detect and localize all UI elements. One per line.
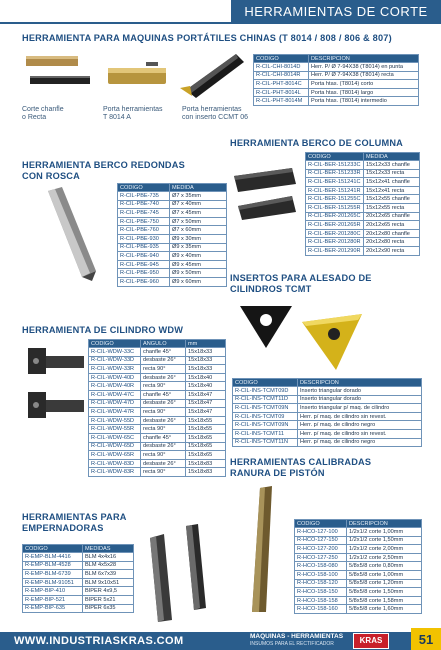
cell-value: 15x18x55 — [186, 425, 226, 434]
table-row — [306, 212, 420, 221]
table-row — [306, 221, 420, 230]
table-header: MEDIDA — [170, 184, 227, 192]
caption-chanfle-2: o Recta — [22, 114, 47, 121]
table-row — [233, 404, 422, 413]
table-header: ANGULO — [141, 340, 186, 348]
table-row — [295, 553, 422, 562]
cell-code: R-CIL-WDW-55R — [89, 425, 141, 434]
cell-value: 15x12x55 recta — [364, 203, 420, 212]
cell-value: 15x18x65 — [186, 433, 226, 442]
table-row — [118, 277, 227, 286]
cell-code: R-CIL-WDW-83D — [89, 459, 141, 468]
cell-code: R-CIL-BER-201280C — [306, 229, 364, 238]
footer-tagline-2: INSUMOS PARA EL RECTIFICADOR — [250, 641, 334, 647]
caption-chanfle-1: Corte chanfle — [22, 106, 64, 113]
cell-value: BLM 6x7x39 — [83, 570, 134, 579]
section-title-columna: HERRAMIENTA BERCO DE COLUMNA — [230, 138, 404, 148]
table-row — [233, 395, 422, 404]
cell-value: 1/2x1/2 corte 2,50mm — [347, 553, 422, 562]
cell-value: Ø9 x 30mm — [170, 234, 227, 243]
cell-code: R-CIL-PBE-940 — [118, 252, 170, 261]
table-row — [118, 209, 227, 218]
table-row — [89, 425, 226, 434]
cell-value: recta 90° — [141, 468, 186, 477]
cell-value: chanfle 45° — [141, 348, 186, 357]
cell-code: R-CIL-WDW-33R — [89, 365, 141, 374]
cell-code: R-CIL-BER-151233C — [306, 161, 364, 170]
cell-code: R-CIL-WDW-47C — [89, 390, 141, 399]
caption-porta-1: Porta herramientas — [103, 106, 163, 113]
table-row — [118, 252, 227, 261]
table-header: DESCRIPCION — [309, 55, 419, 63]
cell-code: R-CIL-PBE-745 — [118, 209, 170, 218]
cell-code: R-CIL-INS-TCMT09 — [233, 412, 298, 421]
cell-value: 15x18x65 — [186, 451, 226, 460]
cell-code: R-CIL-WDW-65C — [89, 433, 141, 442]
page-header-title: HERRAMIENTAS DE CORTE — [244, 3, 428, 19]
cell-value: Inserto triangular dorado — [298, 387, 422, 396]
table-row — [306, 186, 420, 195]
table-row — [233, 412, 422, 421]
table-row — [118, 226, 227, 235]
cell-code: R-HCO-127-250 — [295, 553, 347, 562]
table-row — [295, 588, 422, 597]
table-header: CODIGO — [118, 184, 170, 192]
cell-value: Ø7 x 40mm — [170, 200, 227, 209]
cell-value: 15x18x33 — [186, 348, 226, 357]
cell-code: R-CIL-PHT-8014M — [254, 97, 309, 106]
cell-code: R-CIL-PBE-945 — [118, 260, 170, 269]
table-row — [306, 229, 420, 238]
table-row — [118, 243, 227, 252]
table-row — [306, 246, 420, 255]
table-row — [254, 80, 419, 89]
table-header: CODIGO — [295, 520, 347, 528]
table-row — [23, 553, 134, 562]
cell-value: 15x12x33 recta — [364, 169, 420, 178]
cell-value: Ø9 x 50mm — [170, 269, 227, 278]
cell-code: R-HCO-158-160 — [295, 605, 347, 614]
cell-code: R-HCO-127-200 — [295, 545, 347, 554]
cell-value: BLM 9x10x51 — [83, 578, 134, 587]
cell-code: R-CIL-WDW-83R — [89, 468, 141, 477]
cell-value: 5/8x5/8 corte 1,58mm — [347, 596, 422, 605]
kras-logo — [353, 633, 389, 649]
cell-value: Porta htas. (T8014) largo — [309, 88, 419, 97]
cell-code: R-CIL-PHT-8014L — [254, 88, 309, 97]
cell-code: R-CIL-WDW-33D — [89, 356, 141, 365]
table-redondas — [117, 183, 227, 287]
cell-value: recta 90° — [141, 408, 186, 417]
table-row — [89, 416, 226, 425]
cell-code: R-EMP-BLM-91051 — [23, 578, 83, 587]
table-row — [89, 373, 226, 382]
cell-code: R-HCO-158-120 — [295, 579, 347, 588]
cell-code: R-CIL-PBE-750 — [118, 217, 170, 226]
cell-code: R-CIL-WDW-65D — [89, 442, 141, 451]
cell-value: 20x12x65 recta — [364, 221, 420, 230]
table-row — [89, 390, 226, 399]
table-row — [306, 195, 420, 204]
cell-value: 20x12x80 recta — [364, 238, 420, 247]
tool-image-insertos-tcmt — [232, 296, 382, 378]
cell-value: 15x18x83 — [186, 459, 226, 468]
cell-code: R-CIL-BER-201265C — [306, 212, 364, 221]
cell-value: Herr. p/ maq. de cilindro sin revest. — [298, 412, 422, 421]
table-row — [306, 238, 420, 247]
table-row — [89, 433, 226, 442]
tool-image-empernadoras — [140, 520, 230, 626]
cell-value: 15x12x55 chanfle — [364, 195, 420, 204]
cell-code: R-HCO-158-150 — [295, 588, 347, 597]
cell-value: chanfle 45° — [141, 433, 186, 442]
cell-value: 15x18x40 — [186, 382, 226, 391]
cell-value: 15x18x40 — [186, 373, 226, 382]
table-row — [89, 468, 226, 477]
cell-value: Ø9 x 60mm — [170, 277, 227, 286]
cell-code: R-CIL-PBE-760 — [118, 226, 170, 235]
cell-code: R-CIL-BER-201265R — [306, 221, 364, 230]
table-header: CODIGO — [89, 340, 141, 348]
cell-code: R-EMP-BLM-4528 — [23, 561, 83, 570]
table-row — [89, 442, 226, 451]
cell-code: R-HCO-158-158 — [295, 596, 347, 605]
tool-image-calibradas — [230, 484, 296, 620]
cell-value: chanfle 45° — [141, 390, 186, 399]
cell-value: recta 90° — [141, 382, 186, 391]
cell-code: R-EMP-BLM-6739 — [23, 570, 83, 579]
tool-image-porta-t8014a — [102, 48, 174, 104]
page-header — [231, 0, 441, 22]
cell-value: Herr. p/ maq. de cilindro negro — [298, 421, 422, 430]
kras-logo-text: KRAS — [359, 636, 383, 645]
cell-code: R-CIL-PBE-740 — [118, 200, 170, 209]
cell-value: desbaste 26° — [141, 459, 186, 468]
cell-code: R-CIL-BER-151241R — [306, 186, 364, 195]
cell-code: R-CIL-PHT-8014C — [254, 80, 309, 89]
table-row — [89, 459, 226, 468]
table-row — [306, 178, 420, 187]
section-title-calibradas-2: RANURA DE PISTÓN — [230, 468, 325, 478]
cell-code: R-CIL-INS-TCMT09N — [233, 421, 298, 430]
table-row — [118, 269, 227, 278]
table-row — [89, 356, 226, 365]
cell-value: 1/2x1/2 corte 1,50mm — [347, 536, 422, 545]
section-title-insertos-2: CILINDROS TCMT — [230, 284, 312, 294]
cell-value: Ø9 x 40mm — [170, 252, 227, 261]
table-header: CODIGO — [306, 153, 364, 161]
table-row — [233, 421, 422, 430]
table-row — [23, 570, 134, 579]
cell-value: desbaste 26° — [141, 442, 186, 451]
table-row — [295, 536, 422, 545]
table-row — [23, 587, 134, 596]
table-row — [295, 562, 422, 571]
cell-value: recta 90° — [141, 451, 186, 460]
cell-code: R-CIL-BER-201290R — [306, 246, 364, 255]
cell-code: R-CIL-INS-TCMT11 — [233, 429, 298, 438]
cell-value: BIPER 6x35 — [83, 604, 134, 613]
cell-code: R-CIL-CHI-8014D — [254, 63, 309, 72]
table-row — [295, 545, 422, 554]
cell-code: R-CIL-INS-TCMT09N — [233, 404, 298, 413]
cell-code: R-CIL-INS-TCMT11N — [233, 438, 298, 447]
table-row — [118, 217, 227, 226]
footer-tagline-1: MAQUINAS - HERRAMIENTAS — [250, 633, 344, 640]
cell-value: 1/2x1/2 corte 2,00mm — [347, 545, 422, 554]
cell-value: Herr. P/ Ø 7-94X38 (T8014) en punta — [309, 63, 419, 72]
cell-code: R-EMP-BIP-410 — [23, 587, 83, 596]
cell-code: R-EMP-BIP-635 — [23, 604, 83, 613]
cell-value: Inserto triangular dorado — [298, 395, 422, 404]
cell-value: 15x18x33 — [186, 365, 226, 374]
cell-code: R-HCO-127-150 — [295, 536, 347, 545]
section-title-calibradas-1: HERRAMIENTAS CALIBRADAS — [230, 457, 372, 467]
table-row — [23, 595, 134, 604]
section-title-empernadoras-1: HERRAMIENTAS PARA — [22, 512, 127, 522]
cell-value: Ø7 x 50mm — [170, 217, 227, 226]
table-header: CODIGO — [23, 545, 83, 553]
cell-code: R-CIL-INS-TCMT11D — [233, 395, 298, 404]
cell-value: BLM 4x4x16 — [83, 553, 134, 562]
cell-value: 5/8x5/8 corte 1,50mm — [347, 588, 422, 597]
cell-value: 15x18x83 — [186, 468, 226, 477]
cell-value: 15x12x41 recta — [364, 186, 420, 195]
table-row — [233, 429, 422, 438]
table-row — [118, 192, 227, 201]
table-row — [118, 260, 227, 269]
table-row — [306, 203, 420, 212]
cell-value: 20x12x80 chanfle — [364, 229, 420, 238]
cell-code: R-CIL-BER-151233R — [306, 169, 364, 178]
table-row — [295, 579, 422, 588]
cell-value: 1/2x1/2 corte 1,00mm — [347, 528, 422, 537]
cell-value: desbaste 26° — [141, 399, 186, 408]
cell-code: R-CIL-BER-151255C — [306, 195, 364, 204]
table-header: DESCRIPCION — [347, 520, 422, 528]
cell-code: R-CIL-PBE-930 — [118, 234, 170, 243]
table-row — [306, 161, 420, 170]
table-header: CODIGO — [254, 55, 309, 63]
page-number: 51 — [418, 631, 434, 647]
table-row — [23, 604, 134, 613]
cell-value: Inserto triangular p/ maq. de cilindro — [298, 404, 422, 413]
table-wdw — [88, 339, 226, 477]
table-row — [89, 451, 226, 460]
cell-code: R-CIL-PBE-960 — [118, 277, 170, 286]
cell-value: 5/8x5/8 corte 1,60mm — [347, 605, 422, 614]
table-row — [89, 365, 226, 374]
table-row — [306, 169, 420, 178]
cell-value: Ø7 x 60mm — [170, 226, 227, 235]
table-row — [295, 528, 422, 537]
table-header: DESCRIPCION — [298, 379, 422, 387]
table-row — [89, 382, 226, 391]
cell-value: Ø9 x 35mm — [170, 243, 227, 252]
cell-code: R-CIL-INS-TCMT09D — [233, 387, 298, 396]
cell-code: R-CIL-BER-151255R — [306, 203, 364, 212]
cell-value: 5/8x5/8 corte 1,20mm — [347, 579, 422, 588]
cell-value: Porta htas. (T8014) intermedio — [309, 97, 419, 106]
section-title-portatiles: HERRAMIENTA PARA MAQUINAS PORTÁTILES CHINAS (T 8014 / 808 / 806 & 807) — [22, 33, 392, 43]
footer-url-link[interactable]: WWW.INDUSTRIASKRAS.COM — [14, 635, 184, 647]
table-row — [118, 200, 227, 209]
cell-value: 20x12x65 chanfle — [364, 212, 420, 221]
cell-code: R-CIL-WDW-47R — [89, 408, 141, 417]
cell-value: desbaste 26° — [141, 416, 186, 425]
section-title-redondas-2: CON ROSCA — [22, 171, 80, 181]
cell-value: BIPER 5x21 — [83, 595, 134, 604]
caption-porta-ccmt-2: con inserto CCMT 06 — [182, 114, 249, 121]
section-title-wdw: HERRAMIENTA DE CILINDRO WDW — [22, 325, 184, 335]
cell-code: R-CIL-PBE-735 — [118, 192, 170, 201]
cell-value: 5/8x5/8 corte 0,80mm — [347, 562, 422, 571]
cell-value: 15x18x65 — [186, 442, 226, 451]
cell-code: R-CIL-WDW-65R — [89, 451, 141, 460]
cell-value: 15x12x41 chanfle — [364, 178, 420, 187]
table-empernadoras — [22, 544, 134, 613]
cell-code: R-CIL-WDW-40R — [89, 382, 141, 391]
page-number-badge — [411, 628, 441, 650]
table-row — [23, 561, 134, 570]
cell-value: recta 90° — [141, 425, 186, 434]
header-divider — [0, 22, 441, 24]
table-row — [89, 399, 226, 408]
cell-code: R-CIL-PBE-935 — [118, 243, 170, 252]
table-columna — [305, 152, 420, 256]
tool-image-wdw — [22, 340, 90, 430]
table-row — [23, 578, 134, 587]
cell-code: R-CIL-CHI-8014R — [254, 71, 309, 80]
cell-code: R-HCO-127-100 — [295, 528, 347, 537]
cell-code: R-CIL-WDW-55D — [89, 416, 141, 425]
table-row — [295, 596, 422, 605]
cell-value: 5/8x5/8 corte 1,00mm — [347, 570, 422, 579]
tool-image-porta-ccmt06 — [180, 46, 250, 104]
cell-code: R-CIL-WDW-47D — [89, 399, 141, 408]
table-row — [254, 88, 419, 97]
cell-code: R-CIL-BER-201280R — [306, 238, 364, 247]
table-row — [295, 605, 422, 614]
table-row — [254, 71, 419, 80]
cell-code: R-EMP-BIP-521 — [23, 595, 83, 604]
cell-value: Herr. P/ Ø 7-94X38 (T8014) recta — [309, 71, 419, 80]
table-row — [233, 438, 422, 447]
cell-value: Ø9 x 45mm — [170, 260, 227, 269]
table-row — [89, 348, 226, 357]
tool-image-berco-columna — [230, 158, 308, 228]
tool-image-chanfle — [22, 48, 97, 98]
cell-value: desbaste 26° — [141, 356, 186, 365]
cell-code: R-HCO-158-100 — [295, 570, 347, 579]
cell-value: Porta htas. (T8014) corto — [309, 80, 419, 89]
cell-value: 15x18x33 — [186, 356, 226, 365]
cell-code: R-EMP-BLM-4416 — [23, 553, 83, 562]
cell-value: 15x18x47 — [186, 399, 226, 408]
section-title-redondas-1: HERRAMIENTA BERCO REDONDAS — [22, 160, 185, 170]
table-row — [118, 234, 227, 243]
table-insertos — [232, 378, 422, 447]
cell-value: 15x18x55 — [186, 416, 226, 425]
section-title-empernadoras-2: EMPERNADORAS — [22, 523, 104, 533]
cell-value: Ø7 x 35mm — [170, 192, 227, 201]
cell-code: R-CIL-WDW-40D — [89, 373, 141, 382]
table-row — [233, 387, 422, 396]
cell-value: Ø7 x 45mm — [170, 209, 227, 218]
cell-code: R-CIL-WDW-33C — [89, 348, 141, 357]
cell-value: 20x12x90 recta — [364, 246, 420, 255]
table-header: mm — [186, 340, 226, 348]
cell-value: 15x18x47 — [186, 408, 226, 417]
tool-image-berco-redonda — [30, 185, 110, 285]
table-row — [254, 97, 419, 106]
table-calibradas — [294, 519, 422, 614]
cell-code: R-CIL-BER-151241C — [306, 178, 364, 187]
page-footer — [0, 632, 441, 650]
cell-code: R-CIL-PBE-950 — [118, 269, 170, 278]
table-row — [89, 408, 226, 417]
table-header: MEDIDA — [364, 153, 420, 161]
cell-value: desbaste 26° — [141, 373, 186, 382]
table-row — [254, 63, 419, 72]
cell-code: R-HCO-158-080 — [295, 562, 347, 571]
caption-porta-2: T 8014 A — [103, 114, 131, 121]
cell-value: recta 90° — [141, 365, 186, 374]
table-row — [295, 570, 422, 579]
cell-value: Herr. p/ maq. de cilindro sin revest. — [298, 429, 422, 438]
table-header: CODIGO — [233, 379, 298, 387]
cell-value: 15x12x33 chanfle — [364, 161, 420, 170]
cell-value: BLM 4x5x28 — [83, 561, 134, 570]
cell-value: Herr. p/ maq. de cilindro negro — [298, 438, 422, 447]
section-title-insertos-1: INSERTOS PARA ALESADO DE — [230, 273, 372, 283]
table-portatiles — [253, 54, 419, 106]
table-header: MEDIDAS — [83, 545, 134, 553]
caption-porta-ccmt-1: Porta herramientas — [182, 106, 242, 113]
cell-value: 15x18x47 — [186, 390, 226, 399]
cell-value: BIPER 4x9,5 — [83, 587, 134, 596]
